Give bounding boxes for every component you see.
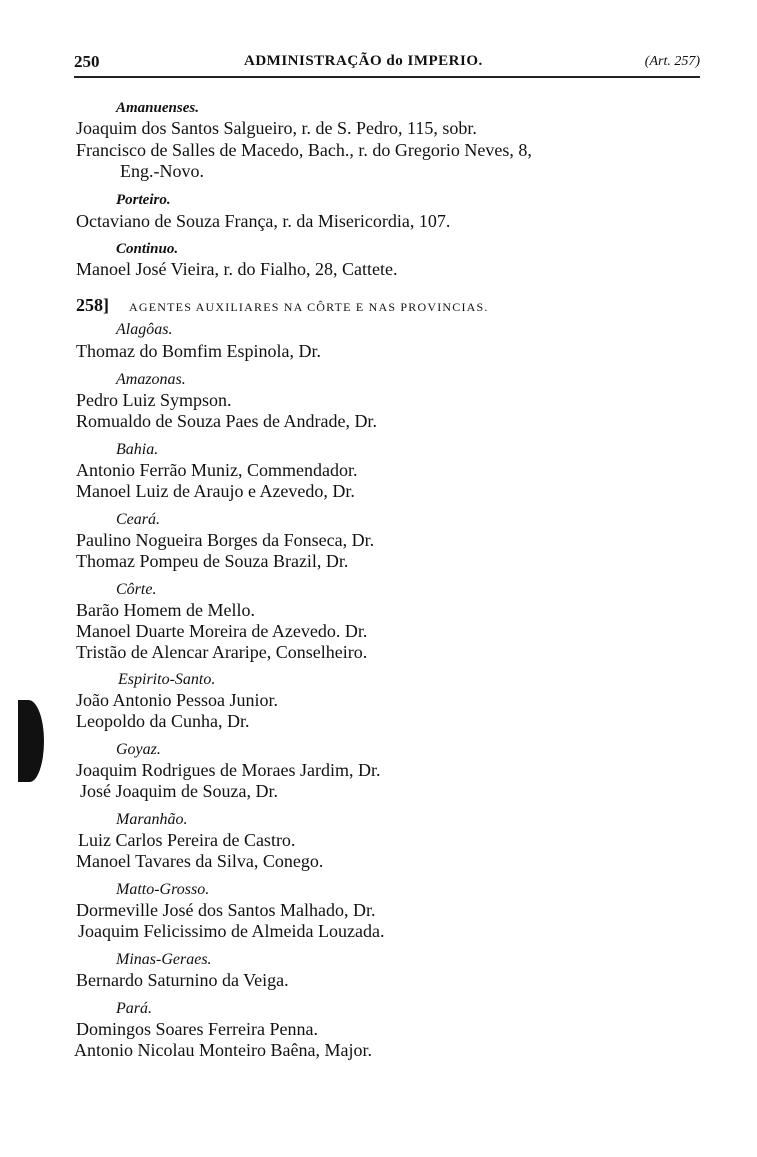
person-entry: Luiz Carlos Pereira de Castro.: [78, 830, 296, 850]
person-entry: Domingos Soares Ferreira Penna.: [76, 1019, 318, 1039]
running-title: ADMINISTRAÇÃO do IMPERIO.: [244, 53, 483, 69]
section-number: 258]: [76, 295, 109, 315]
entry-continuation: Eng.-Novo.: [120, 161, 204, 181]
province-heading: Goyaz.: [116, 741, 161, 758]
entry-line: Manoel José Vieira, r. do Fialho, 28, Cattete.: [76, 259, 398, 279]
province-heading: Matto-Grosso.: [116, 881, 210, 898]
province-heading: Alagôas.: [116, 321, 173, 338]
role-heading-porteiro: Porteiro.: [116, 192, 171, 208]
province-heading: Ceará.: [116, 511, 160, 528]
ink-blot: [18, 700, 44, 782]
province-heading: Bahia.: [116, 441, 159, 458]
person-entry: Bernardo Saturnino da Veiga.: [76, 970, 289, 990]
section-title: AGENTES AUXILIARES NA CÔRTE E NAS PROVINCIAS.: [129, 300, 489, 314]
person-entry: Joaquim Rodrigues de Moraes Jardim, Dr.: [76, 760, 381, 780]
province-heading: Maranhão.: [116, 811, 188, 828]
province-heading: Côrte.: [116, 581, 157, 598]
province-heading: Amazonas.: [116, 371, 186, 388]
person-entry: Leopoldo da Cunha, Dr.: [76, 711, 250, 731]
entry-line: Francisco de Salles de Macedo, Bach., r. do Gregorio Neves, 8,: [76, 140, 532, 160]
person-entry: João Antonio Pessoa Junior.: [76, 690, 279, 710]
person-entry: Joaquim Felicissimo de Almeida Louzada.: [78, 921, 385, 941]
person-entry: Pedro Luiz Sympson.: [76, 390, 232, 410]
province-heading: Minas-Geraes.: [116, 951, 212, 968]
entry-line: Joaquim dos Santos Salgueiro, r. de S. Pedro, 115, sobr.: [76, 118, 477, 138]
section-heading: [76, 295, 489, 317]
role-heading-continuo: Continuo.: [116, 241, 179, 257]
person-entry: Antonio Nicolau Monteiro Baêna, Major.: [74, 1040, 372, 1060]
person-entry: Paulino Nogueira Borges da Fonseca, Dr.: [76, 530, 375, 550]
person-entry: Tristão de Alencar Araripe, Conselheiro.: [76, 642, 368, 662]
person-entry: Barão Homem de Mello.: [76, 600, 255, 620]
header-rule: [74, 76, 700, 78]
person-entry: Thomaz Pompeu de Souza Brazil, Dr.: [76, 551, 349, 571]
page-number: 250: [74, 52, 100, 71]
person-entry: Antonio Ferrão Muniz, Commendador.: [76, 460, 358, 480]
page-header: [74, 52, 700, 76]
person-entry: José Joaquim de Souza, Dr.: [80, 781, 278, 801]
role-heading-amanuenses: Amanuenses.: [116, 100, 199, 116]
person-entry: Manoel Duarte Moreira de Azevedo. Dr.: [76, 621, 368, 641]
province-heading: Pará.: [116, 1000, 152, 1017]
person-entry: Dormeville José dos Santos Malhado, Dr.: [76, 900, 376, 920]
person-entry: Manoel Luiz de Araujo e Azevedo, Dr.: [76, 481, 355, 501]
person-entry: Thomaz do Bomfim Espinola, Dr.: [76, 341, 321, 361]
entry-line: Octaviano de Souza França, r. da Misericordia, 107.: [76, 211, 451, 231]
article-reference: (Art. 257): [644, 54, 700, 69]
province-heading: Espirito-Santo.: [118, 671, 216, 688]
person-entry: Romualdo de Souza Paes de Andrade, Dr.: [76, 411, 377, 431]
person-entry: Manoel Tavares da Silva, Conego.: [76, 851, 324, 871]
